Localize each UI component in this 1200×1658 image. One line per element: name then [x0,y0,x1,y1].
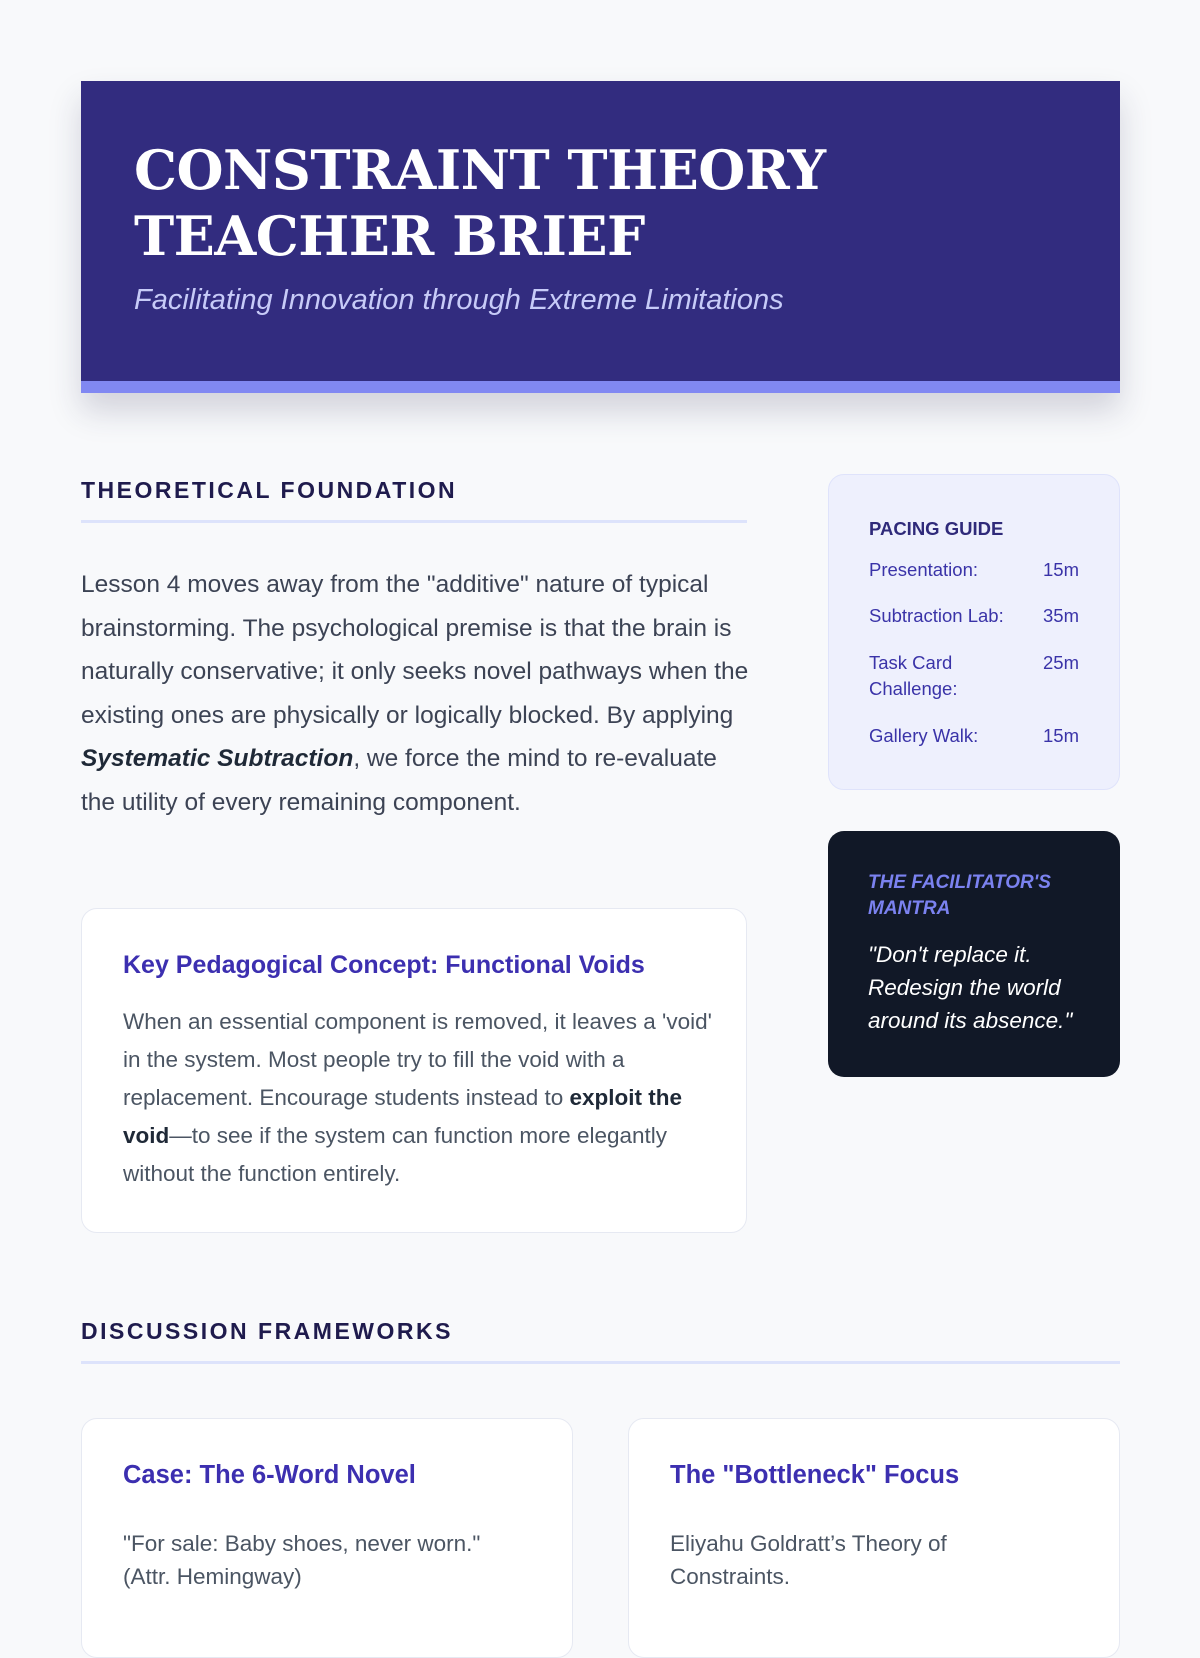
lead-emphasis: Systematic Subtraction [81,745,354,772]
pacing-row-label: Subtraction Lab: [869,605,1004,626]
discussion-card-body: "For sale: Baby shoes, never worn." (Attr. Hemingway) [123,1531,481,1589]
discussion-card-title: The "Bottleneck" Focus [670,1461,960,1489]
pacing-row-value: 25m [1043,652,1079,673]
lead-text-part2: , we force the mind to re-evaluate the utility of every remaining component. [81,745,717,816]
mantra-quote: "Don't replace it. Redesign the world around its absence." [868,942,1073,1033]
page-subtitle: Facilitating Innovation through Extreme Limitations [134,284,784,316]
pacing-row-value: 15m [1043,725,1079,746]
header-banner [81,81,1120,393]
discussion-card [81,1418,573,1658]
section-heading-theoretical-foundation: THEORETICAL FOUNDATION [81,477,458,503]
discussion-card-body: Eliyahu Goldratt’s Theory of Constraints. [670,1531,947,1589]
header-accent-bar [81,381,1120,393]
section-divider [81,520,747,523]
pacing-row-label: Presentation: [869,559,979,580]
concept-body-part2: —to see if the system can function more elegantly without the function entirely. [123,1123,668,1186]
mantra-label: THE FACILITATOR'S MANTRA [868,872,1051,919]
pacing-row-value: 15m [1043,559,1079,580]
pacing-guide-card [828,474,1120,790]
discussion-card-title: Case: The 6-Word Novel [123,1461,416,1489]
lead-paragraph [81,563,751,824]
concept-card-title: Key Pedagogical Concept: Functional Voids [123,951,645,979]
pacing-row-value: 35m [1043,605,1079,626]
concept-card [81,908,747,1233]
page-title: CONSTRAINT THEORY TEACHER BRIEF [134,138,826,268]
pacing-guide-title: PACING GUIDE [869,518,1004,539]
pacing-row-label: Task Card Challenge: [869,652,958,699]
discussion-card [628,1418,1120,1658]
lead-text-part1: Lesson 4 moves away from the "additive" nature of typical brainstorming. The psychological premise is that the brain is naturally conservative; it only seeks novel pathways when the existing ones are physically or logically blocked. By applying [81,571,749,729]
concept-card-body [123,1003,713,1193]
pacing-row-label: Gallery Walk: [869,725,979,746]
concept-body-emphasis: exploit the void [123,1085,683,1148]
section-divider [81,1361,1120,1364]
concept-body-part1: When an essential component is removed, it leaves a 'void' in the system. Most people try to fill the void with a replacement. Encourage students instead to [123,1009,712,1110]
mantra-card [828,831,1120,1077]
section-heading-discussion-frameworks: DISCUSSION FRAMEWORKS [81,1318,453,1344]
